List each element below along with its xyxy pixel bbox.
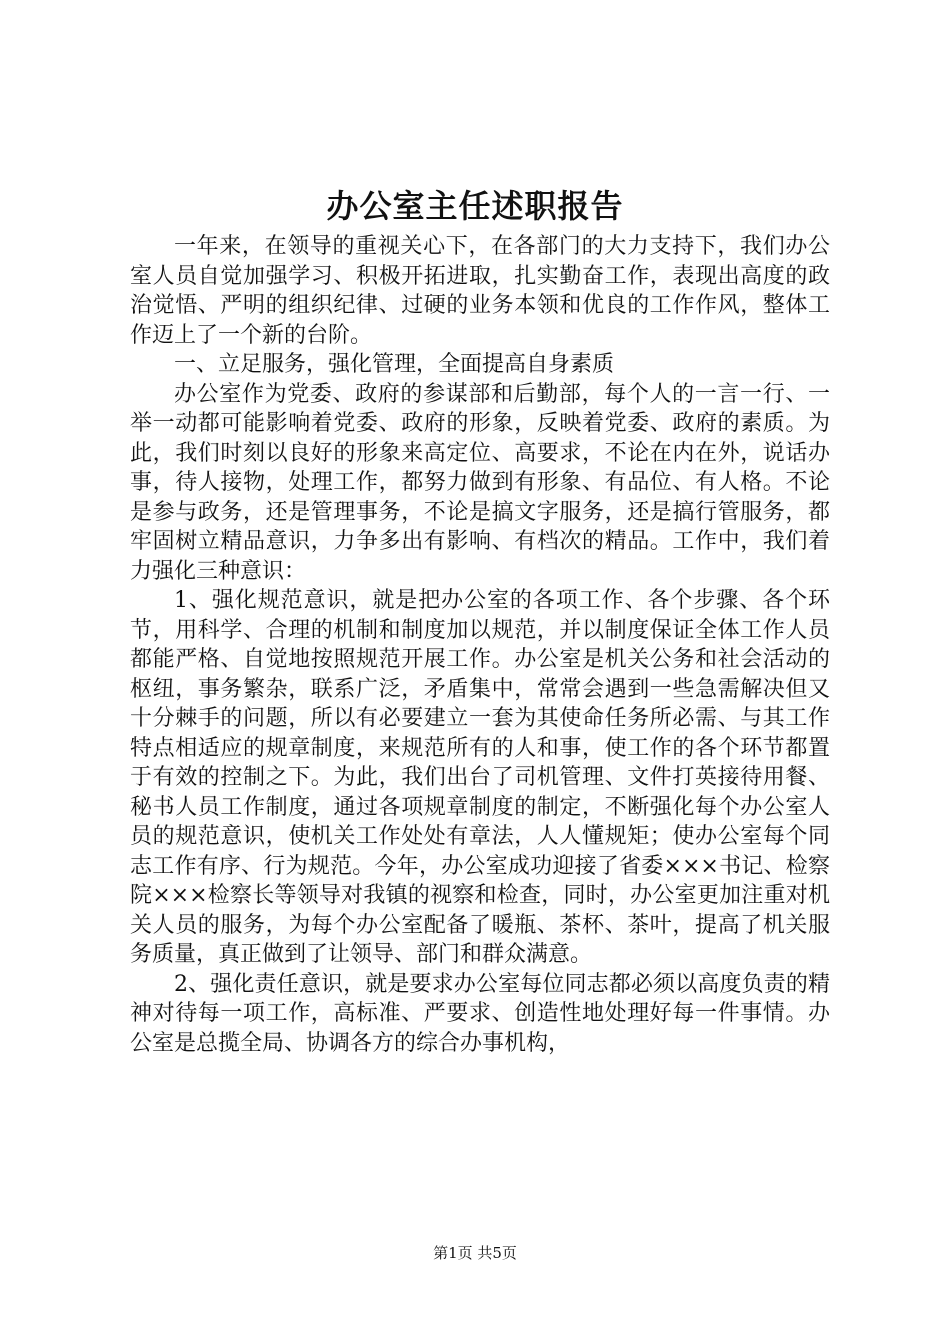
document-title: 办公室主任述职报告 (326, 187, 624, 225)
section-heading-1: 一、立足服务，强化管理，全面提高自身素质 (174, 352, 615, 377)
paragraph-item-1: 1、强化规范意识，就是把办公室的各项工作、各个步骤、各个环节，用科学、合理的机制和制度加以规范，并以制度保证全体工作人员都能严格、自觉地按照规范开展工作。办公室是机关公务和社会活动的枢纽，事务繁杂，联系广泛，矛盾集中，常常会遇到一些急需解决但又十分棘手的问题，所以有必要建立一套为其使命任务所必需、与其工作特点相适应的规章制度，来规范所有的人和事，使工作的各个环节都置于有效的控制之下。为此，我们出台了司机管理、文件打英接待用餐、秘书人员工作制度，通过各项规章制度的制定，不断强化每个办公室人员的规范意识，使机关工作处处有章法，人人懂规矩；使办公室每个同志工作有序、行为规范。今年，办公室成功迎接了省委×××书记、检察院×××检察长等领导对我镇的视察和检查，同时，办公室更加注重对机关人员的服务，为每个办公室配备了暖瓶、茶杯、茶叶，提高了机关服务质量，真正做到了让领导、部门和群众满意。 (130, 588, 830, 967)
document-body (130, 232, 830, 1058)
paragraph-section-1: 办公室作为党委、政府的参谋部和后勤部，每个人的一言一行、一举一动都可能影响着党委、政府的形象，反映着党委、政府的素质。为此，我们时刻以良好的形象来高定位、高要求，不论在内在外，说话办事，待人接物，处理工作，都努力做到有形象、有品位、有人格。不论是参与政务，还是管理事务，不论是搞文字服务，还是搞行管服务，都牢固树立精品意识，力争多出有影响、有档次的精品。工作中，我们着力强化三种意识： (130, 381, 830, 584)
paragraph-item-2: 2、强化责任意识，就是要求办公室每位同志都必须以高度负责的精神对待每一项工作，高标准、严要求、创造性地处理好每一件事情。办公室是总揽全局、协调各方的综合办事机构， (130, 971, 830, 1056)
page-footer: 第1页 共5页 (433, 1244, 517, 1262)
paragraph-intro: 一年来，在领导的重视关心下，在各部门的大力支持下，我们办公室人员自觉加强学习、积极开拓进取，扎实勤奋工作，表现出高度的政治觉悟、严明的组织纪律、过硬的业务本领和优良的工作作风，整体工作迈上了一个新的台阶。 (130, 234, 830, 348)
